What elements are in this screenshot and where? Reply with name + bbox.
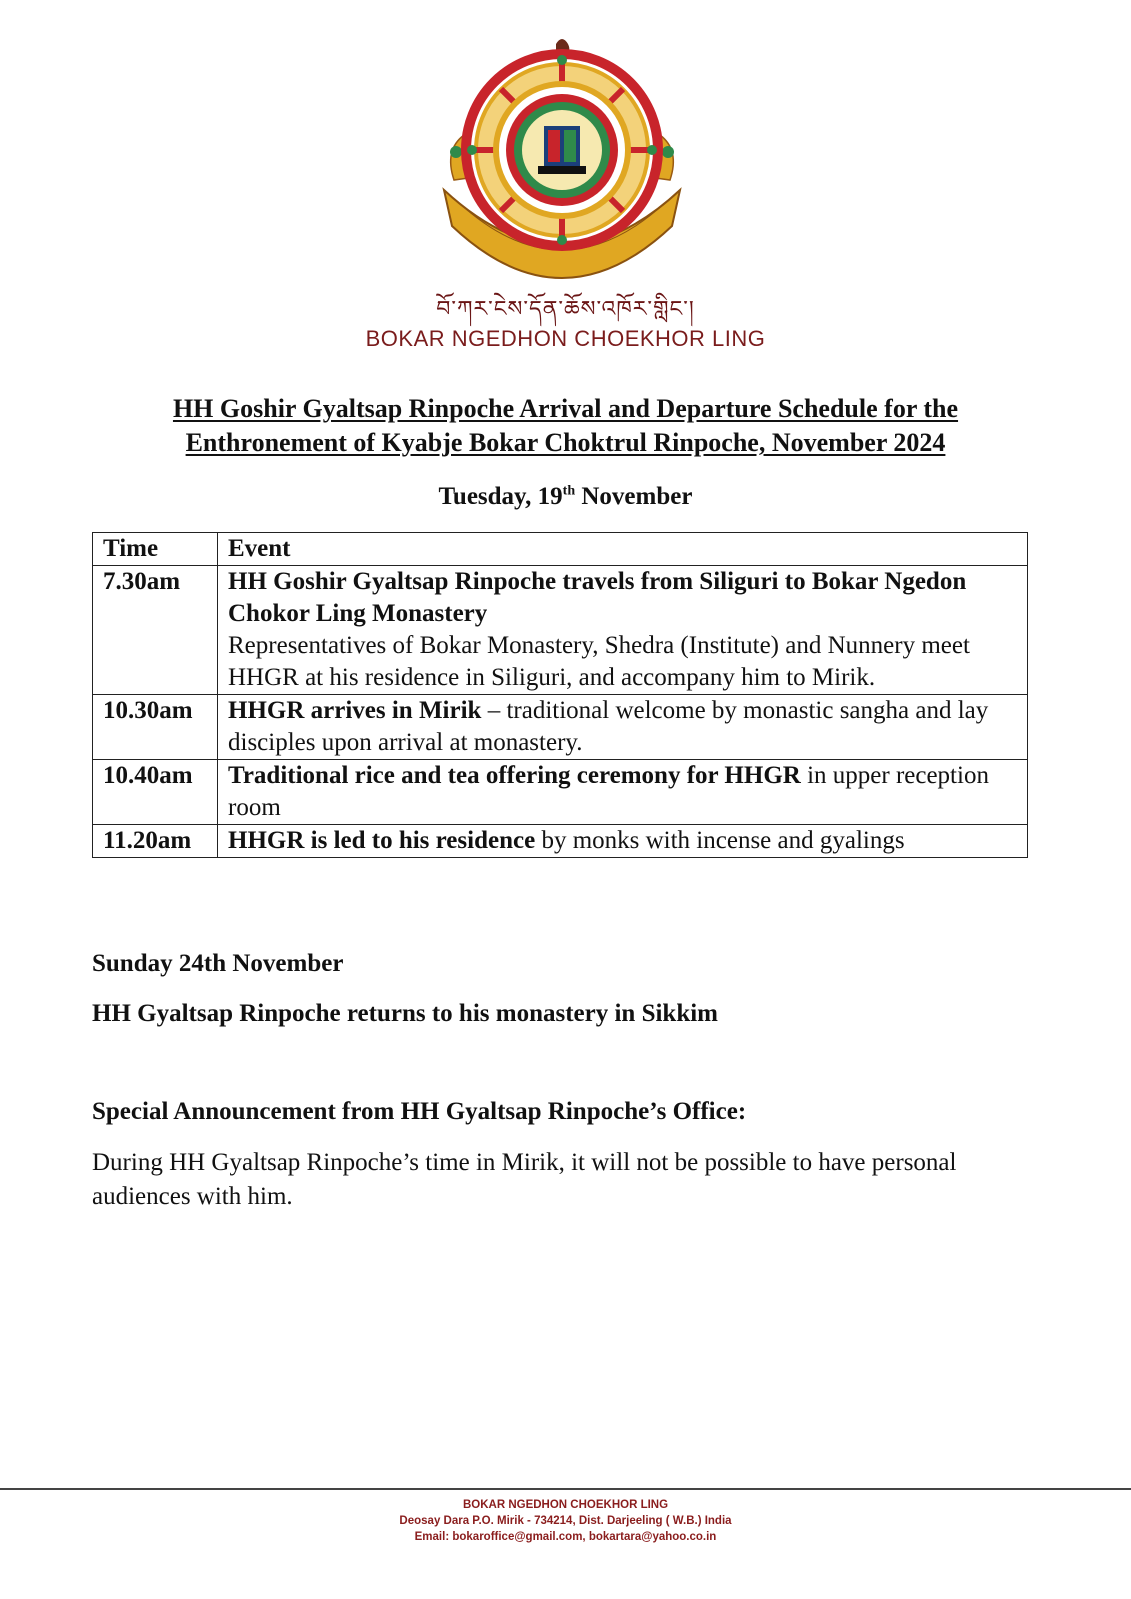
document-title (60, 392, 1071, 460)
header-event: Event (218, 533, 1028, 566)
announcement-body: During HH Gyaltsap Rinpoche’s time in Mirik, it will not be possible to have personal audiences with him. (92, 1149, 957, 1210)
footer-email: Email: bokaroffice@gmail.com, bokartara@yahoo.co.in (414, 1531, 717, 1543)
row-time: 10.40am (93, 760, 218, 825)
tibetan-org-name: བོ་ཀར་ངེས་དོན་ཆོས་འཁོར་གླིང་། (436, 297, 695, 322)
footer (0, 1497, 1131, 1545)
row-event: Traditional rice and tea offering ceremony for HHGR in upper reception room (218, 760, 1028, 825)
dharma-wheel-emblem-icon (434, 30, 690, 280)
row-event: HHGR is led to his residence by monks with incense and gyalings (218, 825, 1028, 858)
footer-org-name: BOKAR NGEDHON CHOEKHOR LING (462, 1499, 669, 1511)
day1-date: Tuesday, 19th November (438, 483, 693, 510)
title-line-2: Enthronement of Kyabje Bokar Choktrul Rinpoche, November 2024 (185, 428, 946, 457)
row-time: 11.20am (93, 825, 218, 858)
day2-date: Sunday 24th November (92, 950, 344, 977)
row-event: HH Goshir Gyaltsap Rinpoche travels from Siliguri to Bokar Ngedon Chokor Ling Monastery Representatives of Bokar Monastery, Shedra (Institute) and Nunnery meet HHGR at his residence in Siliguri, and accompany him to Mirik. (218, 566, 1028, 695)
monastery-logo (434, 30, 690, 280)
announcement-heading: Special Announcement from HH Gyaltsap Rinpoche’s Office: (92, 1098, 747, 1125)
footer-divider (0, 1488, 1131, 1490)
table-row (93, 825, 1028, 858)
title-line-1: HH Goshir Gyaltsap Rinpoche Arrival and Departure Schedule for the (172, 394, 959, 423)
table-row (93, 566, 1028, 695)
table-row (93, 760, 1028, 825)
footer-address: Deosay Dara P.O. Mirik - 734214, Dist. Darjeeling ( W.B.) India (399, 1515, 732, 1527)
row-time: 10.30am (93, 695, 218, 760)
row-event: HHGR arrives in Mirik – traditional welcome by monastic sangha and lay disciples upon arrival at monastery. (218, 695, 1028, 760)
schedule-table (92, 532, 1028, 858)
header-time: Time (93, 533, 218, 566)
table-row (93, 695, 1028, 760)
table-header-row (93, 533, 1028, 566)
day2-event: HH Gyaltsap Rinpoche returns to his monastery in Sikkim (92, 1000, 719, 1027)
org-name: BOKAR NGEDHON CHOEKHOR LING (365, 326, 766, 351)
row-time: 7.30am (93, 566, 218, 695)
